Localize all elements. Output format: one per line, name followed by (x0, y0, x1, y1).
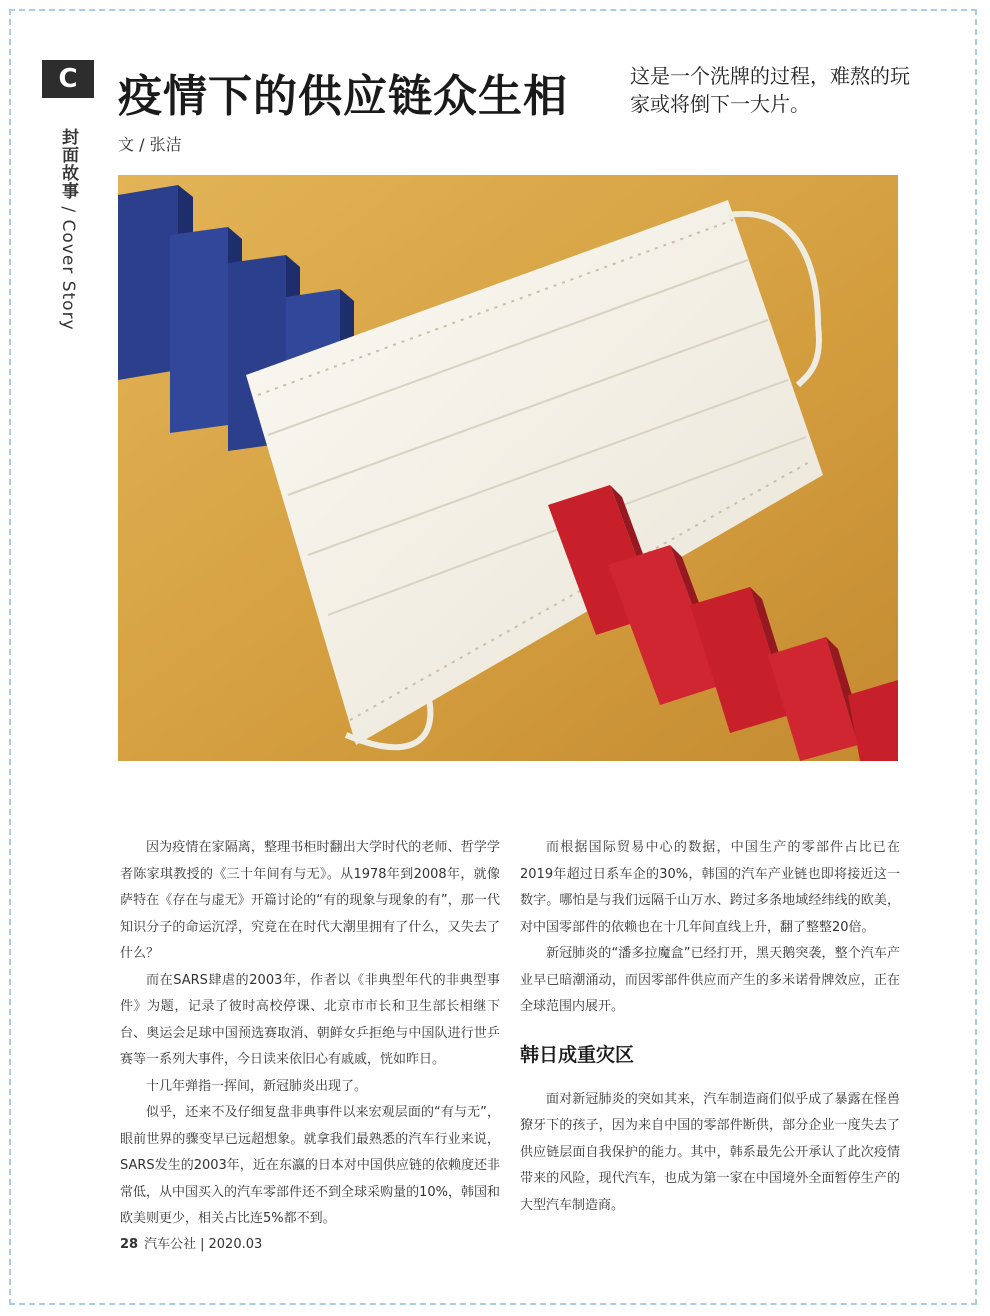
section-label-en: Cover Story (58, 219, 78, 331)
article-deck: 这是一个洗牌的过程，难熬的玩家或将倒下一大片。 (630, 64, 910, 116)
magazine-name: 汽车公社 (144, 1237, 197, 1252)
article-byline: 文 / 张洁 (118, 135, 182, 154)
body-paragraph: 而在SARS肆虐的2003年，作者以《非典型年代的非典型事件》为题，记录了彼时高校停课、北京市市长和卫生部长相继下台、奥运会足球中国预选赛取消、朝鲜女乒拒绝与中国队进行世乒赛等一系列大事件，今日读来依旧心有戚戚，恍如昨日。 (120, 972, 500, 1067)
issue-date: 2020.03 (208, 1237, 263, 1252)
article-title: 疫情下的供应链众生相 (118, 71, 568, 122)
body-column-right (520, 835, 900, 1219)
body-paragraph: 似乎，还来不及仔细复盘非典事件以来宏观层面的“有与无”，眼前世界的骤变早已远超想象。就拿我们最熟悉的汽车行业来说，SARS发生的2003年，近在东瀛的日本对中国供应链的依赖度还非常低，从中国买入的汽车零部件还不到全球采购量的10%，韩国和欧美则更少，相关占比连5%都不到。 (120, 1105, 500, 1226)
body-paragraph: 面对新冠肺炎的突如其来，汽车制造商们似乎成了暴露在怪兽獠牙下的孩子，因为来自中国的零部件断供，部分企业一度失去了供应链层面自我保护的能力。其中，韩系最先公开承认了此次疫情带来的风险，现代汽车，也成为第一家在中国境外全面暂停生产的大型汽车制造商。 (520, 1091, 900, 1213)
section-label (56, 128, 81, 331)
page-number: 28 (120, 1237, 139, 1252)
footer-separator: | (200, 1237, 205, 1252)
section-subheading: 韩日成重灾区 (520, 1043, 635, 1066)
section-label-separator: / (58, 200, 78, 220)
hero-image (118, 175, 898, 761)
body-paragraph: 因为疫情在家隔离，整理书柜时翻出大学时代的老师、哲学学者陈家琪教授的《三十年间有与无》。从1978年到2008年，就像萨特在《存在与虚无》开篇讨论的“有的现象与现象的有”，那一代知识分子的命运沉浮，究竟在在时代大潮里拥有了什么，又失去了什么？ (120, 840, 500, 961)
body-paragraph: 新冠肺炎的“潘多拉魔盒”已经打开，黑天鹅突袭，整个汽车产业早已暗潮涌动，而因零部件供应而产生的多米诺骨牌效应，正在全球范围内展开。 (520, 946, 900, 1014)
body-column-left (120, 835, 500, 1233)
section-badge: C (42, 60, 94, 98)
page-footer (120, 1233, 262, 1252)
mask-and-dominoes-photo (118, 175, 898, 761)
body-paragraph: 十几年弹指一挥间，新冠肺炎出现了。 (146, 1078, 368, 1094)
section-label-cn: 封面故事 (58, 128, 78, 200)
body-paragraph: 而根据国际贸易中心的数据，中国生产的零部件占比已在2019年超过日系车企的30%，韩国的汽车产业链也即将接近这一数字。哪怕是与我们远隔千山万水、跨过多条地域经纬线的欧美，对中国零部件的依赖也在十几年间直线上升，翻了整整20倍。 (520, 840, 900, 935)
